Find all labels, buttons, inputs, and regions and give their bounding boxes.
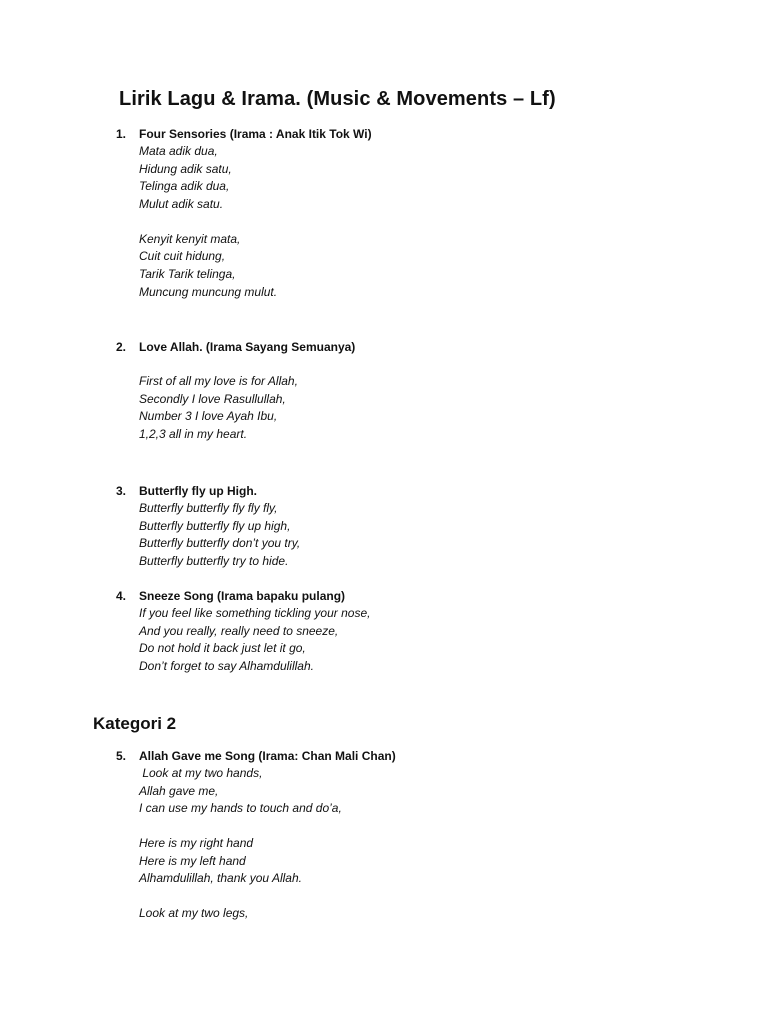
- lyric-line: Mata adik dua,: [139, 144, 218, 158]
- lyrics-stanza: [139, 373, 700, 444]
- song-title-row: [0, 125, 700, 143]
- lyrics-stanza: [139, 835, 700, 888]
- lyrics-stanza: [139, 500, 700, 571]
- lyric-line: Look at my two legs,: [139, 906, 249, 921]
- song-title: Four Sensories (Irama : Anak Itik Tok Wi): [139, 127, 372, 141]
- song-title-row: [0, 747, 700, 765]
- lyric-line: Number 3 I love Ayah Ibu,: [139, 409, 278, 424]
- lyric-line: Butterfly butterfly don’t you try,: [139, 536, 301, 551]
- lyric-line: Look at my two hands,: [139, 766, 263, 780]
- lyric-line: Cuit cuit hidung,: [139, 249, 226, 264]
- song-number: 2.: [116, 340, 127, 354]
- lyrics-stanza: [139, 231, 700, 302]
- lyrics-stanza: [139, 605, 700, 676]
- section-heading: Kategori 2: [93, 714, 177, 733]
- song-3: [0, 482, 700, 571]
- lyric-line: Muncung muncung mulut.: [139, 284, 278, 299]
- lyric-line: Don’t forget to say Alhamdulillah.: [139, 659, 314, 674]
- lyric-line: Mulut adik satu.: [139, 197, 224, 212]
- lyric-line: Here is my left hand: [139, 853, 246, 868]
- lyric-line: If you feel like something tickling your nose,: [139, 606, 371, 620]
- lyrics-stanza: [139, 765, 700, 818]
- lyric-line: Butterfly butterfly try to hide.: [139, 554, 289, 569]
- song-title: Allah Gave me Song (Irama: Chan Mali Chan): [139, 749, 396, 763]
- song-number: 3.: [116, 484, 127, 498]
- lyric-line: I can use my hands to touch and do’a,: [139, 801, 342, 816]
- song-5: [0, 747, 700, 923]
- lyric-line: Butterfly butterfly fly up high,: [139, 518, 291, 533]
- lyric-line: Secondly I love Rasullullah,: [139, 391, 286, 406]
- song-4: [0, 587, 700, 676]
- lyric-line: Hidung adik satu,: [139, 161, 232, 176]
- lyric-line: 1,2,3 all in my heart.: [139, 427, 248, 442]
- lyric-line: And you really, really need to sneeze,: [139, 623, 339, 638]
- lyric-line: Tarik Tarik telinga,: [139, 267, 236, 282]
- song-title: Butterfly fly up High.: [139, 484, 257, 498]
- song-number: 1.: [116, 127, 127, 141]
- lyric-line: Butterfly butterfly fly fly fly,: [139, 501, 278, 515]
- song-1: [0, 125, 700, 302]
- lyric-line: Allah gave me,: [139, 783, 219, 798]
- lyric-line: Telinga adik dua,: [139, 179, 230, 194]
- song-number: 5.: [116, 749, 127, 763]
- lyric-line: Do not hold it back just let it go,: [139, 641, 306, 656]
- page-title: Lirik Lagu & Irama. (Music & Movements – Lf): [119, 88, 556, 110]
- song-title-row: [0, 338, 700, 356]
- song-title: Sneeze Song (Irama bapaku pulang): [139, 589, 346, 603]
- lyric-line: First of all my love is for Allah,: [139, 374, 298, 388]
- song-title-row: [0, 587, 700, 605]
- lyric-line: Kenyit kenyit mata,: [139, 231, 241, 246]
- lyric-line: Alhamdulillah, thank you Allah.: [139, 871, 302, 886]
- lyric-line: Here is my right hand: [139, 836, 254, 851]
- song-number: 4.: [116, 589, 127, 603]
- lyrics-stanza: [139, 143, 700, 214]
- song-title-row: [0, 482, 700, 500]
- lyrics-stanza: [139, 905, 700, 923]
- song-title: Love Allah. (Irama Sayang Semuanya): [139, 340, 356, 354]
- song-2: [0, 338, 700, 444]
